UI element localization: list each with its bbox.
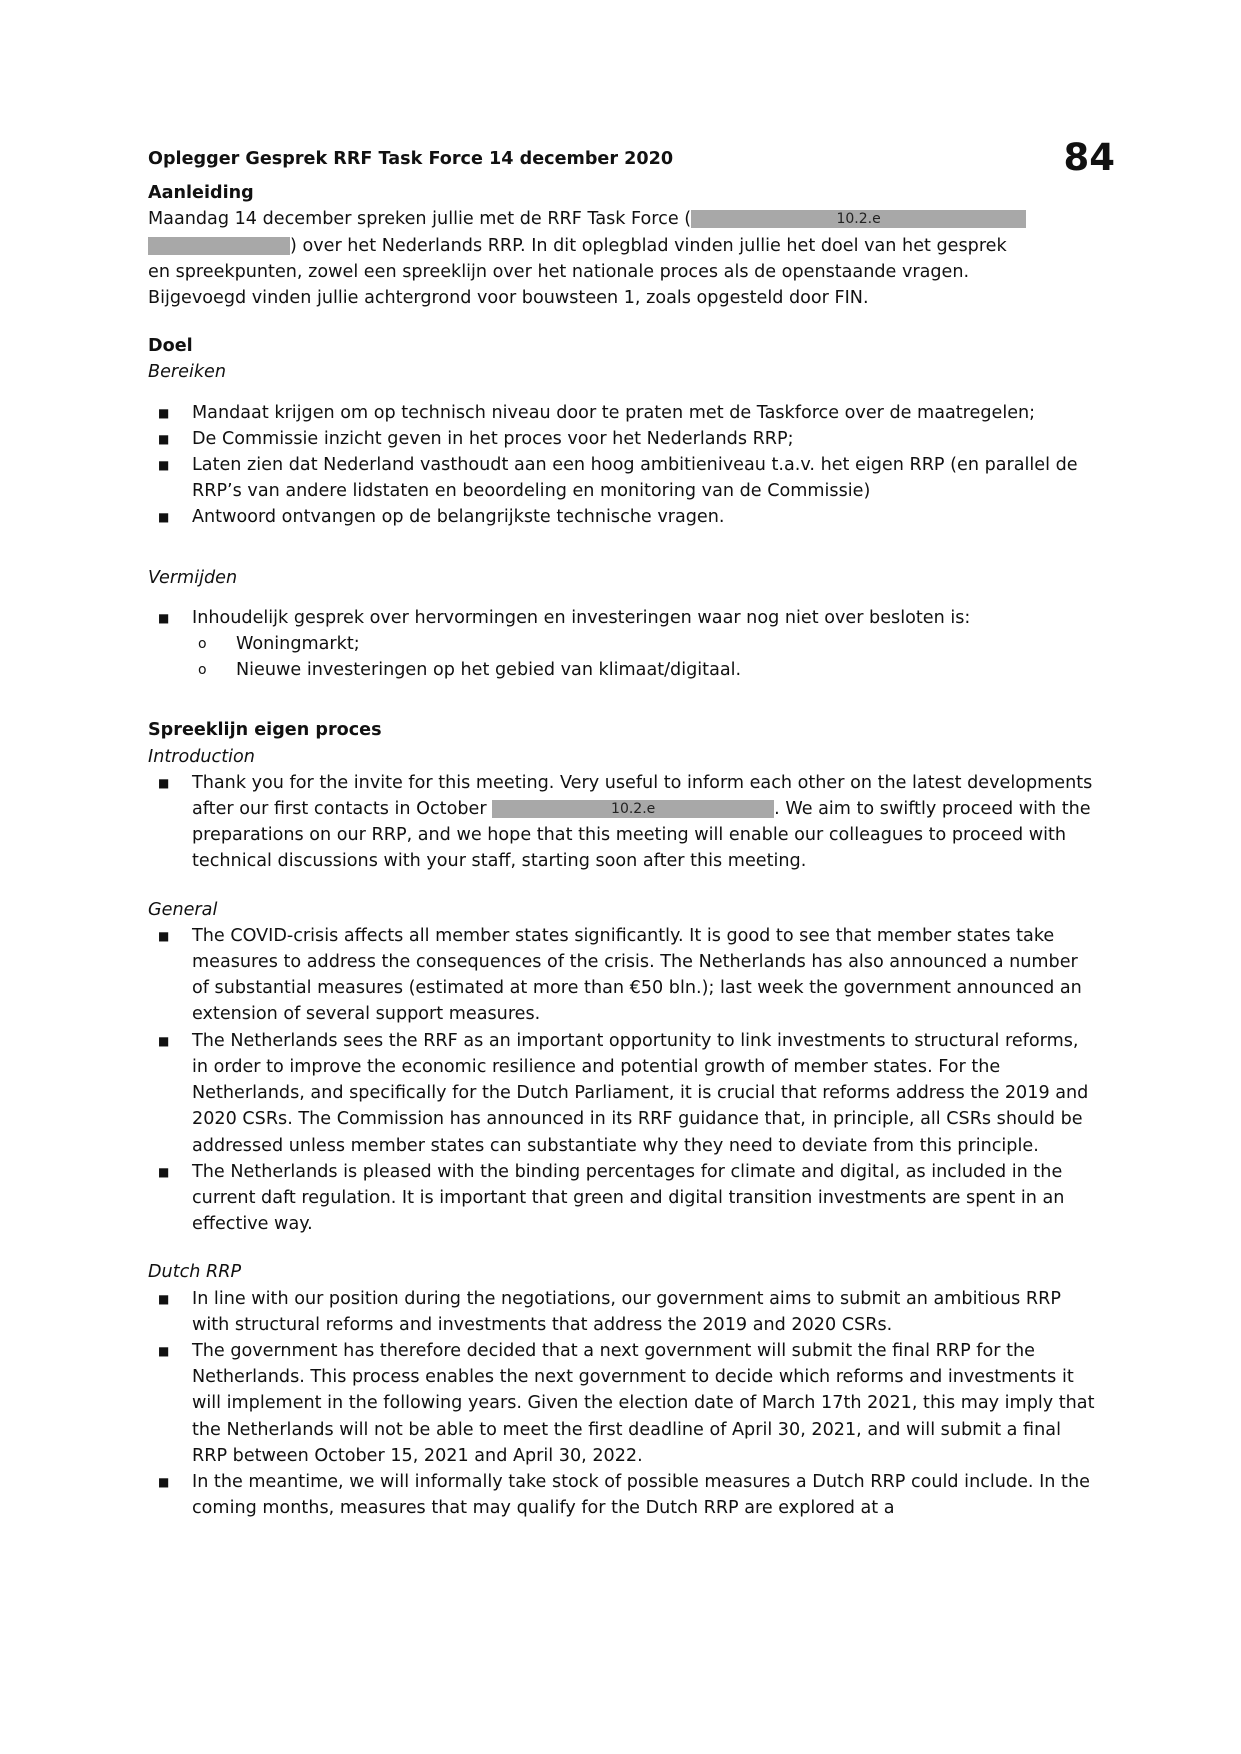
list-item: ■ Inhoudelijk gesprek over hervormingen en investeringen waar nog niet over besloten is: o Woningmarkt; o Nieuwe investeringen op het gebied van klimaat/digitaal. (148, 605, 1098, 684)
square-bullet-icon: ■ (158, 1164, 170, 1179)
section-heading-spreeklijn: Spreeklijn eigen proces (148, 720, 382, 741)
square-bullet-icon: ■ (158, 510, 170, 525)
aanleiding-paragraph (148, 206, 1098, 311)
subheading-vermijden: Vermijden (148, 567, 238, 588)
subheading-introduction: Introduction (148, 746, 255, 767)
list-item: ■ Antwoord ontvangen op de belangrijkste technische vragen. (148, 504, 1098, 530)
list-item: ■ The Netherlands sees the RRF as an important opportunity to link investments to structural reforms, in order to improve the economic resilience and potential growth of member states. For the Netherlands, and specifically for the Dutch Parliament, it is crucial that reforms address the 2019 and 2020 CSRs. The Commission has announced in its RRF guidance that, in principle, all CSRs should be addressed unless member states can substantiate why they need to deviate from this principle. (148, 1028, 1098, 1159)
square-bullet-icon: ■ (158, 928, 170, 943)
section-heading-aanleiding: Aanleiding (148, 183, 254, 204)
aanleiding-line-3: en spreekpunten, zowel een spreeklijn over het nationale proces als de openstaande vragen. (148, 261, 970, 282)
aanleiding-line-4: Bijgevoegd vinden jullie achtergrond voor bouwsteen 1, zoals opgesteld door FIN. (148, 288, 869, 309)
square-bullet-icon: ■ (158, 1343, 170, 1358)
vermijden-sublist (192, 631, 1098, 683)
list-item: ■ The COVID-crisis affects all member states significantly. It is good to see that member states take measures to address the consequences of the crisis. The Netherlands has also announced a number of substantial measures (estimated at more than €50 bln.); last week the government announced an extension of several support measures. (148, 923, 1098, 1028)
document-title: Oplegger Gesprek RRF Task Force 14 december 2020 (148, 149, 674, 169)
circle-bullet-icon: o (198, 662, 207, 679)
list-item: ■ Thank you for the invite for this meeting. Very useful to inform each other on the latest developments after our first contacts in October 10.2.e . We aim to swiftly proceed with the preparations on our RRP, and we hope that this meeting will enable our colleagues to proceed with technical discussions with your staff, starting soon after this meeting. (148, 770, 1098, 875)
introduction-list (148, 770, 1098, 875)
square-bullet-icon: ■ (158, 775, 170, 790)
redaction-box: 10.2.e (492, 800, 774, 818)
subheading-bereiken: Bereiken (148, 362, 227, 383)
subheading-dutch-rrp: Dutch RRP (148, 1262, 242, 1283)
redaction-box-continued (148, 237, 290, 255)
dutch-rrp-list (148, 1286, 1098, 1522)
document-body (148, 146, 1098, 1521)
square-bullet-icon: ■ (158, 458, 170, 473)
list-item: ■ Mandaat krijgen om op technisch niveau door te praten met de Taskforce over de maatregelen; (148, 400, 1098, 426)
list-item: ■ Laten zien dat Nederland vasthoudt aan een hoog ambitieniveau t.a.v. het eigen RRP (en parallel de RRP’s van andere lidstaten en beoordeling en monitoring van de Commissie) (148, 452, 1098, 504)
square-bullet-icon: ■ (158, 1033, 170, 1048)
list-item: ■ The government has therefore decided that a next government will submit the final RRP for the Netherlands. This process enables the next government to decide which reforms and investments it will implement in the following years. Given the election date of March 17th 2021, this may imply that the Netherlands will not be able to meet the first deadline of April 30, 2021, and will submit a final RRP between October 15, 2021 and April 30, 2022. (148, 1338, 1098, 1469)
aanleiding-line-2: ) over het Nederlands RRP. In dit oplegblad vinden jullie het doel van het gesprek (290, 235, 1007, 256)
subheading-general: General (148, 899, 218, 920)
vermijden-list (148, 605, 1098, 684)
square-bullet-icon: ■ (158, 431, 170, 446)
general-list (148, 923, 1098, 1237)
square-bullet-icon: ■ (158, 405, 170, 420)
list-item: ■ In the meantime, we will informally take stock of possible measures a Dutch RRP could include. In the coming months, measures that may qualify for the Dutch RRP are explored at a (148, 1469, 1098, 1521)
sub-list-item: o Woningmarkt; (192, 631, 1098, 657)
aanleiding-line-1: Maandag 14 december spreken jullie met de RRF Task Force ( (148, 209, 692, 230)
square-bullet-icon: ■ (158, 610, 170, 625)
circle-bullet-icon: o (198, 636, 207, 653)
square-bullet-icon: ■ (158, 1474, 170, 1489)
list-item: ■ In line with our position during the negotiations, our government aims to submit an ambitious RRP with structural reforms and investments that address the 2019 and 2020 CSRs. (148, 1286, 1098, 1338)
list-item: ■ The Netherlands is pleased with the binding percentages for climate and digital, as included in the current daft regulation. It is important that green and digital transition investments are spent in an effective way. (148, 1159, 1098, 1238)
square-bullet-icon: ■ (158, 1291, 170, 1306)
page-number: 84 (1063, 136, 1115, 179)
sub-list-item: o Nieuwe investeringen op het gebied van klimaat/digitaal. (192, 657, 1098, 683)
bereiken-list (148, 400, 1098, 531)
redaction-box: 10.2.e (691, 210, 1026, 228)
list-item: ■ De Commissie inzicht geven in het proces voor het Nederlands RRP; (148, 426, 1098, 452)
section-heading-doel: Doel (148, 336, 193, 357)
